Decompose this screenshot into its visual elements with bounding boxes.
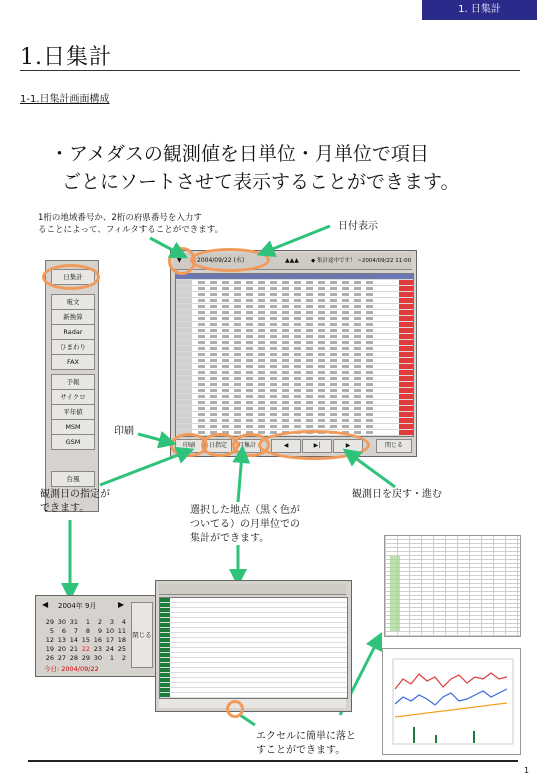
arrow-select-day: [100, 452, 186, 485]
chart-graphic: [383, 649, 520, 754]
spreadsheet-highlight: [390, 556, 400, 631]
obs-day-line-1: 観測日の指定が: [40, 489, 110, 500]
monthly-footer: [159, 699, 346, 708]
nav-arrows-icon[interactable]: ▲▲▲: [285, 257, 299, 264]
close-button[interactable]: 閉じる: [376, 439, 412, 453]
calendar-grid[interactable]: 29 30 31 1 2 3 4 5 6 7 8 9 10 11 12 13 14 15 16 17 18 19 20 21 22 23 24 25 26 27 28 29 30 1 2: [45, 618, 126, 662]
page-number: 1: [524, 766, 530, 775]
sidebar-item-typhoon-2[interactable]: 台風: [51, 471, 95, 487]
latest-day-button[interactable]: ▶|: [302, 439, 332, 453]
filter-note-line-2: ることによって、フィルタすることができます。: [38, 225, 224, 235]
obs-day-line-2: できます。: [40, 503, 90, 514]
monthly-toolbar: [159, 584, 346, 595]
sidebar-item-msm[interactable]: MSM: [51, 419, 95, 435]
sidebar-item-telegram[interactable]: 電文: [51, 294, 95, 310]
sidebar-item-gsm[interactable]: GSM: [51, 434, 95, 450]
selected-line-2: ついてる）の月単位での: [190, 519, 300, 530]
arrow-filter: [150, 238, 180, 254]
page-title: 1.日集計: [20, 45, 112, 70]
arrow-date: [265, 226, 330, 252]
sidebar-item-himawari[interactable]: ひまわり: [51, 339, 95, 355]
excel-line-2: すことができます。: [256, 745, 346, 756]
sidebar-item-cyclo[interactable]: サイクロ: [51, 389, 95, 405]
headline-line-1: ・アメダスの観測値を日単位・月単位で項目: [50, 143, 429, 165]
obs-day-label: [40, 488, 110, 516]
select-day-button[interactable]: 日指定: [204, 439, 232, 453]
section-subtitle: 1-1.日集計画面構成: [20, 94, 110, 105]
calendar-close-button[interactable]: 閉じる: [131, 602, 153, 668]
calendar-today[interactable]: 今日: 2004/09/22: [44, 665, 99, 673]
print-label: 印刷: [114, 426, 134, 437]
calendar-prev[interactable]: ◀: [42, 600, 49, 609]
excel-spreadsheet-thumbnail: [384, 535, 521, 637]
calendar-dialog: [35, 595, 157, 677]
selected-station-label: [190, 504, 300, 546]
prev-day-button[interactable]: ◀: [271, 439, 301, 453]
excel-chart-thumbnail: [382, 648, 521, 755]
monthly-summary-button[interactable]: 月集計: [233, 439, 261, 453]
date-display-label: 日付表示: [338, 221, 378, 232]
filter-dropdown[interactable]: ▼: [177, 257, 182, 264]
sidebar-item-forecast[interactable]: 予報: [51, 374, 95, 390]
date-field: 2004/09/22 (水): [197, 257, 245, 264]
selected-line-3: 集計ができます。: [190, 533, 270, 544]
highlight-excel-export: [226, 700, 244, 718]
selected-line-1: 選択した地点（黒く色が: [190, 505, 300, 516]
excel-line-1: エクセルに簡単に落と: [256, 731, 356, 742]
sidebar-item-radar[interactable]: Radar: [51, 324, 95, 340]
footer-rule: [28, 760, 518, 762]
print-button[interactable]: 印刷: [175, 439, 203, 453]
monthly-table[interactable]: [159, 597, 348, 699]
status-text: ◆ 集計途中です！ ~2004/09/22 11:00: [311, 258, 412, 264]
sidebar-item-conversion[interactable]: 新換算: [51, 309, 95, 325]
calendar-month: 2004年 9月: [58, 602, 97, 610]
spreadsheet-grid: [385, 536, 520, 636]
calendar-next[interactable]: ▶: [118, 600, 125, 609]
prev-next-label: 観測日を戻す・進む: [352, 489, 442, 500]
excel-label: [256, 730, 356, 758]
section-tag: 1. 日集計: [422, 0, 537, 20]
sidebar-item-fax[interactable]: FAX: [51, 354, 95, 370]
sidebar-item-normal[interactable]: 平年値: [51, 404, 95, 420]
arrow-excel-a: [240, 715, 255, 725]
arrow-monthly: [238, 454, 242, 502]
monthly-summary-window: [155, 580, 352, 712]
next-day-button[interactable]: ▶: [333, 439, 363, 453]
headline-line-2: ごとにソートさせて表示することができます。: [62, 171, 460, 193]
filter-note-line-1: 1桁の地域番号か、2桁の府県番号を入力す: [38, 213, 202, 223]
arrow-nav: [350, 454, 395, 487]
arrow-print: [138, 434, 168, 442]
sidebar-item-daily[interactable]: 日集計: [51, 269, 95, 285]
